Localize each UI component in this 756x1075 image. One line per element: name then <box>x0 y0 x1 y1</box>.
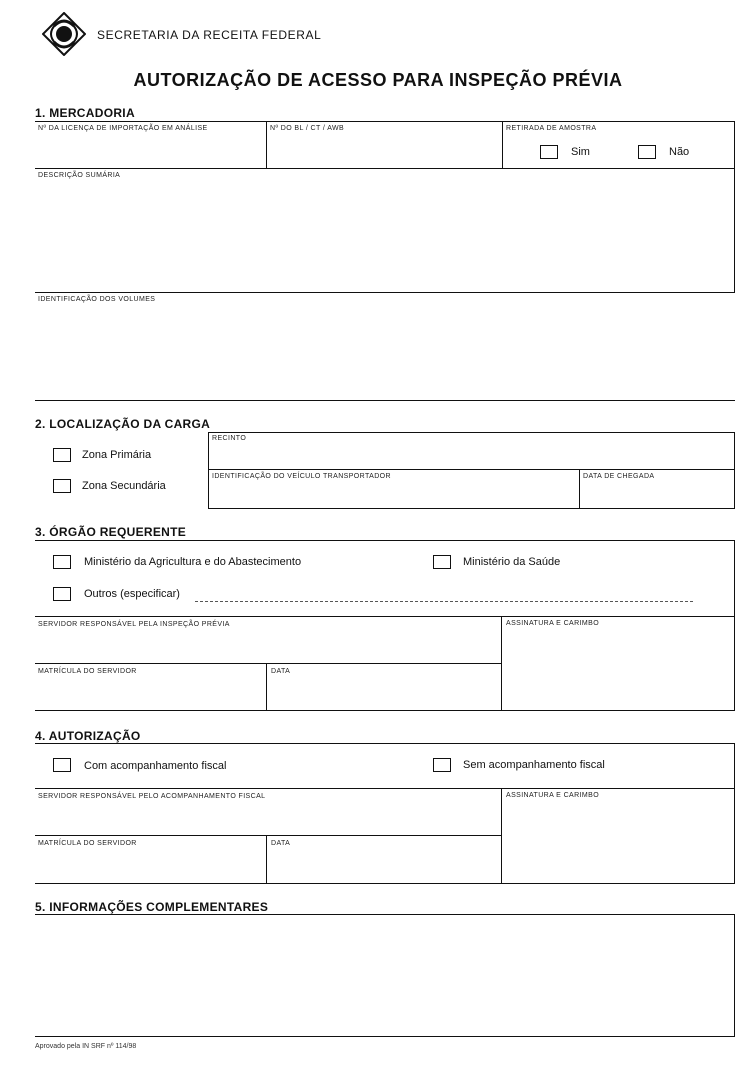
license-number-field[interactable] <box>38 136 264 166</box>
divider <box>35 883 735 884</box>
volumes-field[interactable] <box>38 307 732 397</box>
with-supervision-checkbox[interactable] <box>53 758 71 772</box>
divider <box>35 743 735 744</box>
agriculture-ministry-label: Ministério da Agricultura e do Abastecimento <box>84 556 302 568</box>
sample-no-checkbox[interactable] <box>638 145 656 159</box>
date-field[interactable] <box>271 679 498 707</box>
enclosure-field[interactable] <box>212 446 732 466</box>
divider <box>734 743 735 883</box>
arrival-date-label: DATA DE CHEGADA <box>583 473 655 480</box>
others-label: Outros (especificar) <box>84 588 180 600</box>
description-label: DESCRIÇÃO SUMÁRIA <box>38 172 121 179</box>
divider <box>35 540 735 541</box>
enclosure-label: RECINTO <box>212 435 247 442</box>
section-1-top-rule <box>35 121 735 122</box>
primary-zone-checkbox[interactable] <box>53 448 71 462</box>
form-title: AUTORIZAÇÃO DE ACESSO PARA INSPEÇÃO PRÉVIA <box>133 70 623 90</box>
officer-field[interactable] <box>38 804 498 832</box>
others-checkbox[interactable] <box>53 587 71 601</box>
complementary-info-field[interactable] <box>38 918 732 1032</box>
registration-label: MATRÍCULA DO SERVIDOR <box>38 840 137 847</box>
section-5-heading: 5. INFORMAÇÕES COMPLEMENTARES <box>35 900 269 914</box>
section-1-bottom-rule <box>35 400 735 401</box>
divider <box>35 835 502 836</box>
sample-withdrawal-label: RETIRADA DE AMOSTRA <box>506 125 597 132</box>
signature-stamp-field[interactable] <box>506 631 731 707</box>
divider <box>266 663 267 710</box>
vehicle-id-field[interactable] <box>212 484 576 506</box>
officer-label: SERVIDOR RESPONSÁVEL PELO ACOMPANHAMENTO FISCAL <box>38 793 266 800</box>
divider <box>579 469 580 508</box>
health-ministry-label: Ministério da Saúde <box>463 556 561 568</box>
sample-yes-checkbox[interactable] <box>540 145 558 159</box>
license-number-label: Nº DA LICENÇA DE IMPORTAÇÃO EM ANÁLISE <box>38 125 208 132</box>
divider <box>502 121 503 168</box>
without-supervision-label: Sem acompanhamento fiscal <box>463 759 605 771</box>
secondary-zone-label: Zona Secundária <box>82 480 166 492</box>
divider <box>208 469 735 470</box>
agency-name: SECRETARIA DA RECEITA FEDERAL <box>97 28 322 42</box>
divider <box>35 168 735 169</box>
receita-federal-logo-icon <box>42 12 86 56</box>
divider <box>35 663 502 664</box>
divider <box>734 121 735 292</box>
date-field[interactable] <box>271 851 498 880</box>
vehicle-id-label: IDENTIFICAÇÃO DO VEÍCULO TRANSPORTADOR <box>212 473 391 480</box>
date-label: DATA <box>271 668 291 675</box>
secondary-zone-checkbox[interactable] <box>53 479 71 493</box>
divider <box>35 292 735 293</box>
agriculture-ministry-checkbox[interactable] <box>53 555 71 569</box>
divider <box>35 788 735 789</box>
sample-no-label: Não <box>669 146 690 158</box>
volumes-label: IDENTIFICAÇÃO DOS VOLUMES <box>38 296 156 303</box>
signature-stamp-label: ASSINATURA E CARIMBO <box>506 792 600 799</box>
signature-stamp-label: ASSINATURA E CARIMBO <box>506 620 600 627</box>
registration-field[interactable] <box>38 679 263 707</box>
inspector-label: SERVIDOR RESPONSÁVEL PELA INSPEÇÃO PRÉVIA <box>38 621 230 628</box>
approval-note: Aprovado pela IN SRF nº 114/98 <box>35 1043 137 1050</box>
divider <box>734 540 735 710</box>
with-supervision-label: Com acompanhamento fiscal <box>84 760 227 772</box>
date-label: DATA <box>271 840 291 847</box>
section-4-heading: 4. AUTORIZAÇÃO <box>35 729 141 743</box>
divider <box>266 835 267 883</box>
others-specify-line[interactable] <box>195 601 693 602</box>
section-2-heading: 2. LOCALIZAÇÃO DA CARGA <box>35 417 211 431</box>
health-ministry-checkbox[interactable] <box>433 555 451 569</box>
registration-field[interactable] <box>38 851 263 880</box>
inspector-field[interactable] <box>38 632 498 660</box>
section-3-heading: 3. ÓRGÃO REQUERENTE <box>35 525 187 539</box>
bl-number-field[interactable] <box>270 136 500 166</box>
divider <box>35 1036 735 1037</box>
without-supervision-checkbox[interactable] <box>433 758 451 772</box>
divider <box>208 432 735 433</box>
registration-label: MATRÍCULA DO SERVIDOR <box>38 668 137 675</box>
signature-stamp-field[interactable] <box>506 803 731 880</box>
bl-number-label: Nº DO BL / CT / AWB <box>270 125 345 132</box>
sample-yes-label: Sim <box>571 146 590 158</box>
divider <box>208 432 209 508</box>
divider <box>35 914 735 915</box>
divider <box>266 121 267 168</box>
divider <box>734 914 735 1036</box>
section-1-heading: 1. MERCADORIA <box>35 106 135 120</box>
primary-zone-label: Zona Primária <box>82 449 152 461</box>
divider <box>208 508 735 509</box>
divider <box>734 432 735 508</box>
arrival-date-field[interactable] <box>583 484 731 506</box>
divider <box>35 616 735 617</box>
divider <box>35 710 735 711</box>
description-field[interactable] <box>38 183 732 289</box>
